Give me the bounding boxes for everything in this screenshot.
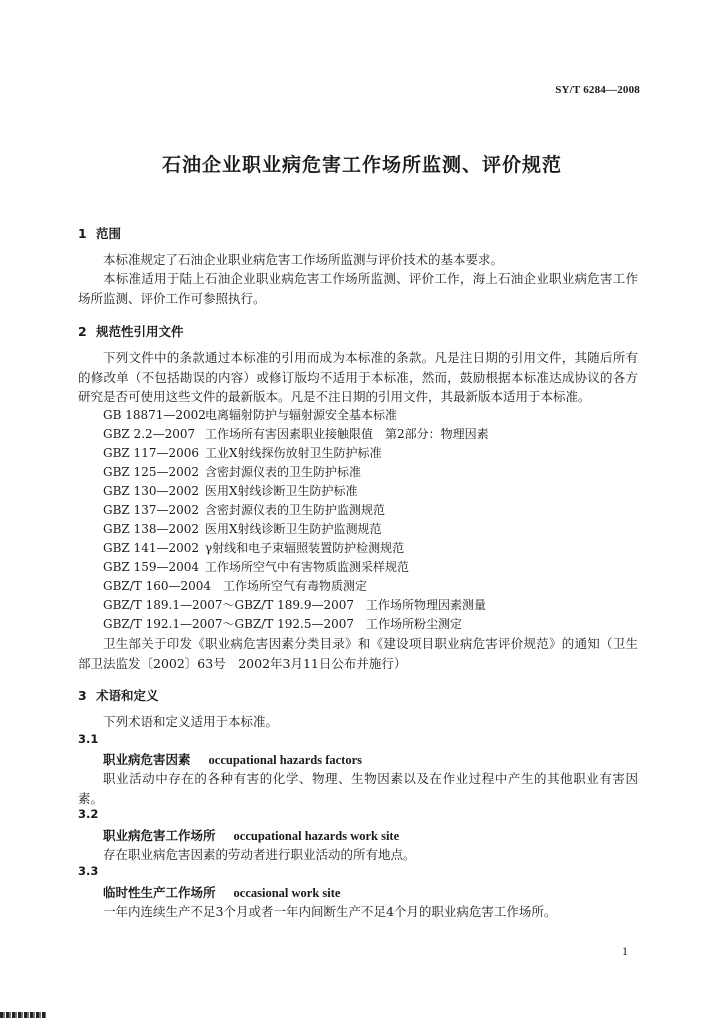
term-definition: 职业活动中存在的各种有害的化学、物理、生物因素以及在作业过程中产生的其他职业有害因素。 bbox=[78, 771, 638, 806]
reference-title: 电离辐射防护与辐射源安全基本标准 bbox=[205, 408, 398, 422]
reference-title: 工业X射线探伤放射卫生防护标准 bbox=[205, 446, 382, 460]
standard-code: SY/T 6284—2008 bbox=[555, 84, 640, 96]
reference-item bbox=[103, 501, 385, 519]
section-2-intro: 下列文件中的条款通过本标准的引用而成为本标准的条款。凡是注日期的引用文件，其随后所有的修改单（不包括勘误的内容）或修订版均不适用于本标准，然而，鼓励根据本标准达成协议的各方研究是否可使用这些文件的最新版本。凡是不注日期的引用文件，其最新版本适用于本标准。 bbox=[78, 350, 638, 404]
section-3-intro: 下列术语和定义适用于本标准。 bbox=[103, 714, 279, 729]
section-1-paragraph-2: 本标准适用于陆上石油企业职业病危害工作场所监测、评价工作，海上石油企业职业病危害工作场所监测、评价工作可参照执行。 bbox=[78, 271, 638, 306]
term-definition: 存在职业病危害因素的劳动者进行职业活动的所有地点。 bbox=[103, 847, 416, 862]
reference-item bbox=[103, 520, 382, 538]
reference-item: GBZ/T 192.1—2007～GBZ/T 192.5—2007 工作场所粉尘测定 bbox=[103, 617, 462, 631]
section-title: 范围 bbox=[96, 226, 122, 241]
reference-code: GBZ 159—2004 bbox=[103, 560, 199, 574]
reference-title: 医用X射线诊断卫生防护监测规范 bbox=[205, 522, 382, 536]
reference-code: GBZ 137—2002 bbox=[103, 503, 199, 517]
term-chinese: 职业病危害因素 bbox=[103, 752, 191, 767]
term-chinese: 临时性生产工作场所 bbox=[103, 885, 216, 900]
section-number: 3 bbox=[78, 688, 87, 703]
term-english: occupational hazards work site bbox=[233, 829, 400, 843]
term-number: 3.3 bbox=[78, 864, 99, 878]
reference-code: GBZ 138—2002 bbox=[103, 522, 199, 536]
reference-item bbox=[103, 558, 409, 576]
reference-item bbox=[103, 425, 489, 443]
term-heading bbox=[103, 826, 399, 844]
document-title: 石油企业职业病危害工作场所监测、评价规范 bbox=[161, 154, 562, 176]
term-heading bbox=[103, 883, 340, 901]
reference-code: GBZ 130—2002 bbox=[103, 484, 199, 498]
section-3-heading bbox=[78, 686, 159, 704]
reference-item: GBZ/T 189.1—2007～GBZ/T 189.9—2007 工作场所物理因素测量 bbox=[103, 598, 486, 612]
term-number: 3.1 bbox=[78, 732, 99, 746]
section-title: 规范性引用文件 bbox=[96, 324, 184, 339]
reference-title: 含密封源仪表的卫生防护监测规范 bbox=[205, 503, 386, 517]
reference-item bbox=[103, 482, 358, 500]
reference-code: GBZ 125—2002 bbox=[103, 465, 199, 479]
reference-title: 工作场所有害因素职业接触限值 第2部分：物理因素 bbox=[205, 427, 489, 441]
section-1-heading bbox=[78, 224, 121, 242]
term-number: 3.2 bbox=[78, 807, 99, 821]
reference-title: 医用X射线诊断卫生防护标准 bbox=[205, 484, 358, 498]
term-heading bbox=[103, 750, 362, 768]
reference-title: 含密封源仪表的卫生防护标准 bbox=[205, 465, 362, 479]
reference-item: GBZ/T 160—2004 工作场所空气有毒物质测定 bbox=[103, 579, 368, 593]
reference-code: GBZ 117—2006 bbox=[103, 446, 199, 460]
section-number: 1 bbox=[78, 226, 87, 241]
term-english: occasional work site bbox=[233, 886, 341, 900]
scan-artifact-mark bbox=[0, 1012, 46, 1018]
term-definition: 一年内连续生产不足3个月或者一年内间断生产不足4个月的职业病危害工作场所。 bbox=[103, 904, 557, 919]
section-number: 2 bbox=[78, 324, 87, 339]
term-chinese: 职业病危害工作场所 bbox=[103, 828, 216, 843]
page-number: 1 bbox=[622, 944, 628, 958]
reference-title: 工作场所空气中有害物质监测采样规范 bbox=[205, 560, 410, 574]
section-title: 术语和定义 bbox=[96, 688, 159, 703]
reference-item bbox=[103, 444, 382, 462]
reference-notice: 卫生部关于印发《职业病危害因素分类目录》和《建设项目职业病危害评价规范》的通知（卫生部卫法监发〔2002〕63号 2002年3月11日公布并施行） bbox=[78, 636, 638, 671]
section-1-paragraph-1: 本标准规定了石油企业职业病危害工作场所监测与评价技术的基本要求。 bbox=[103, 252, 504, 267]
reference-code: GB 18871—2002 bbox=[103, 408, 206, 422]
reference-code: GBZ 2.2—2007 bbox=[103, 427, 196, 441]
reference-item bbox=[103, 406, 397, 424]
reference-item bbox=[103, 463, 361, 481]
reference-code: GBZ 141—2002 bbox=[103, 541, 199, 555]
section-2-heading bbox=[78, 322, 184, 340]
reference-title: γ射线和电子束辐照装置防护检测规范 bbox=[205, 541, 405, 555]
reference-item bbox=[103, 539, 404, 557]
term-english: occupational hazards factors bbox=[208, 753, 362, 767]
